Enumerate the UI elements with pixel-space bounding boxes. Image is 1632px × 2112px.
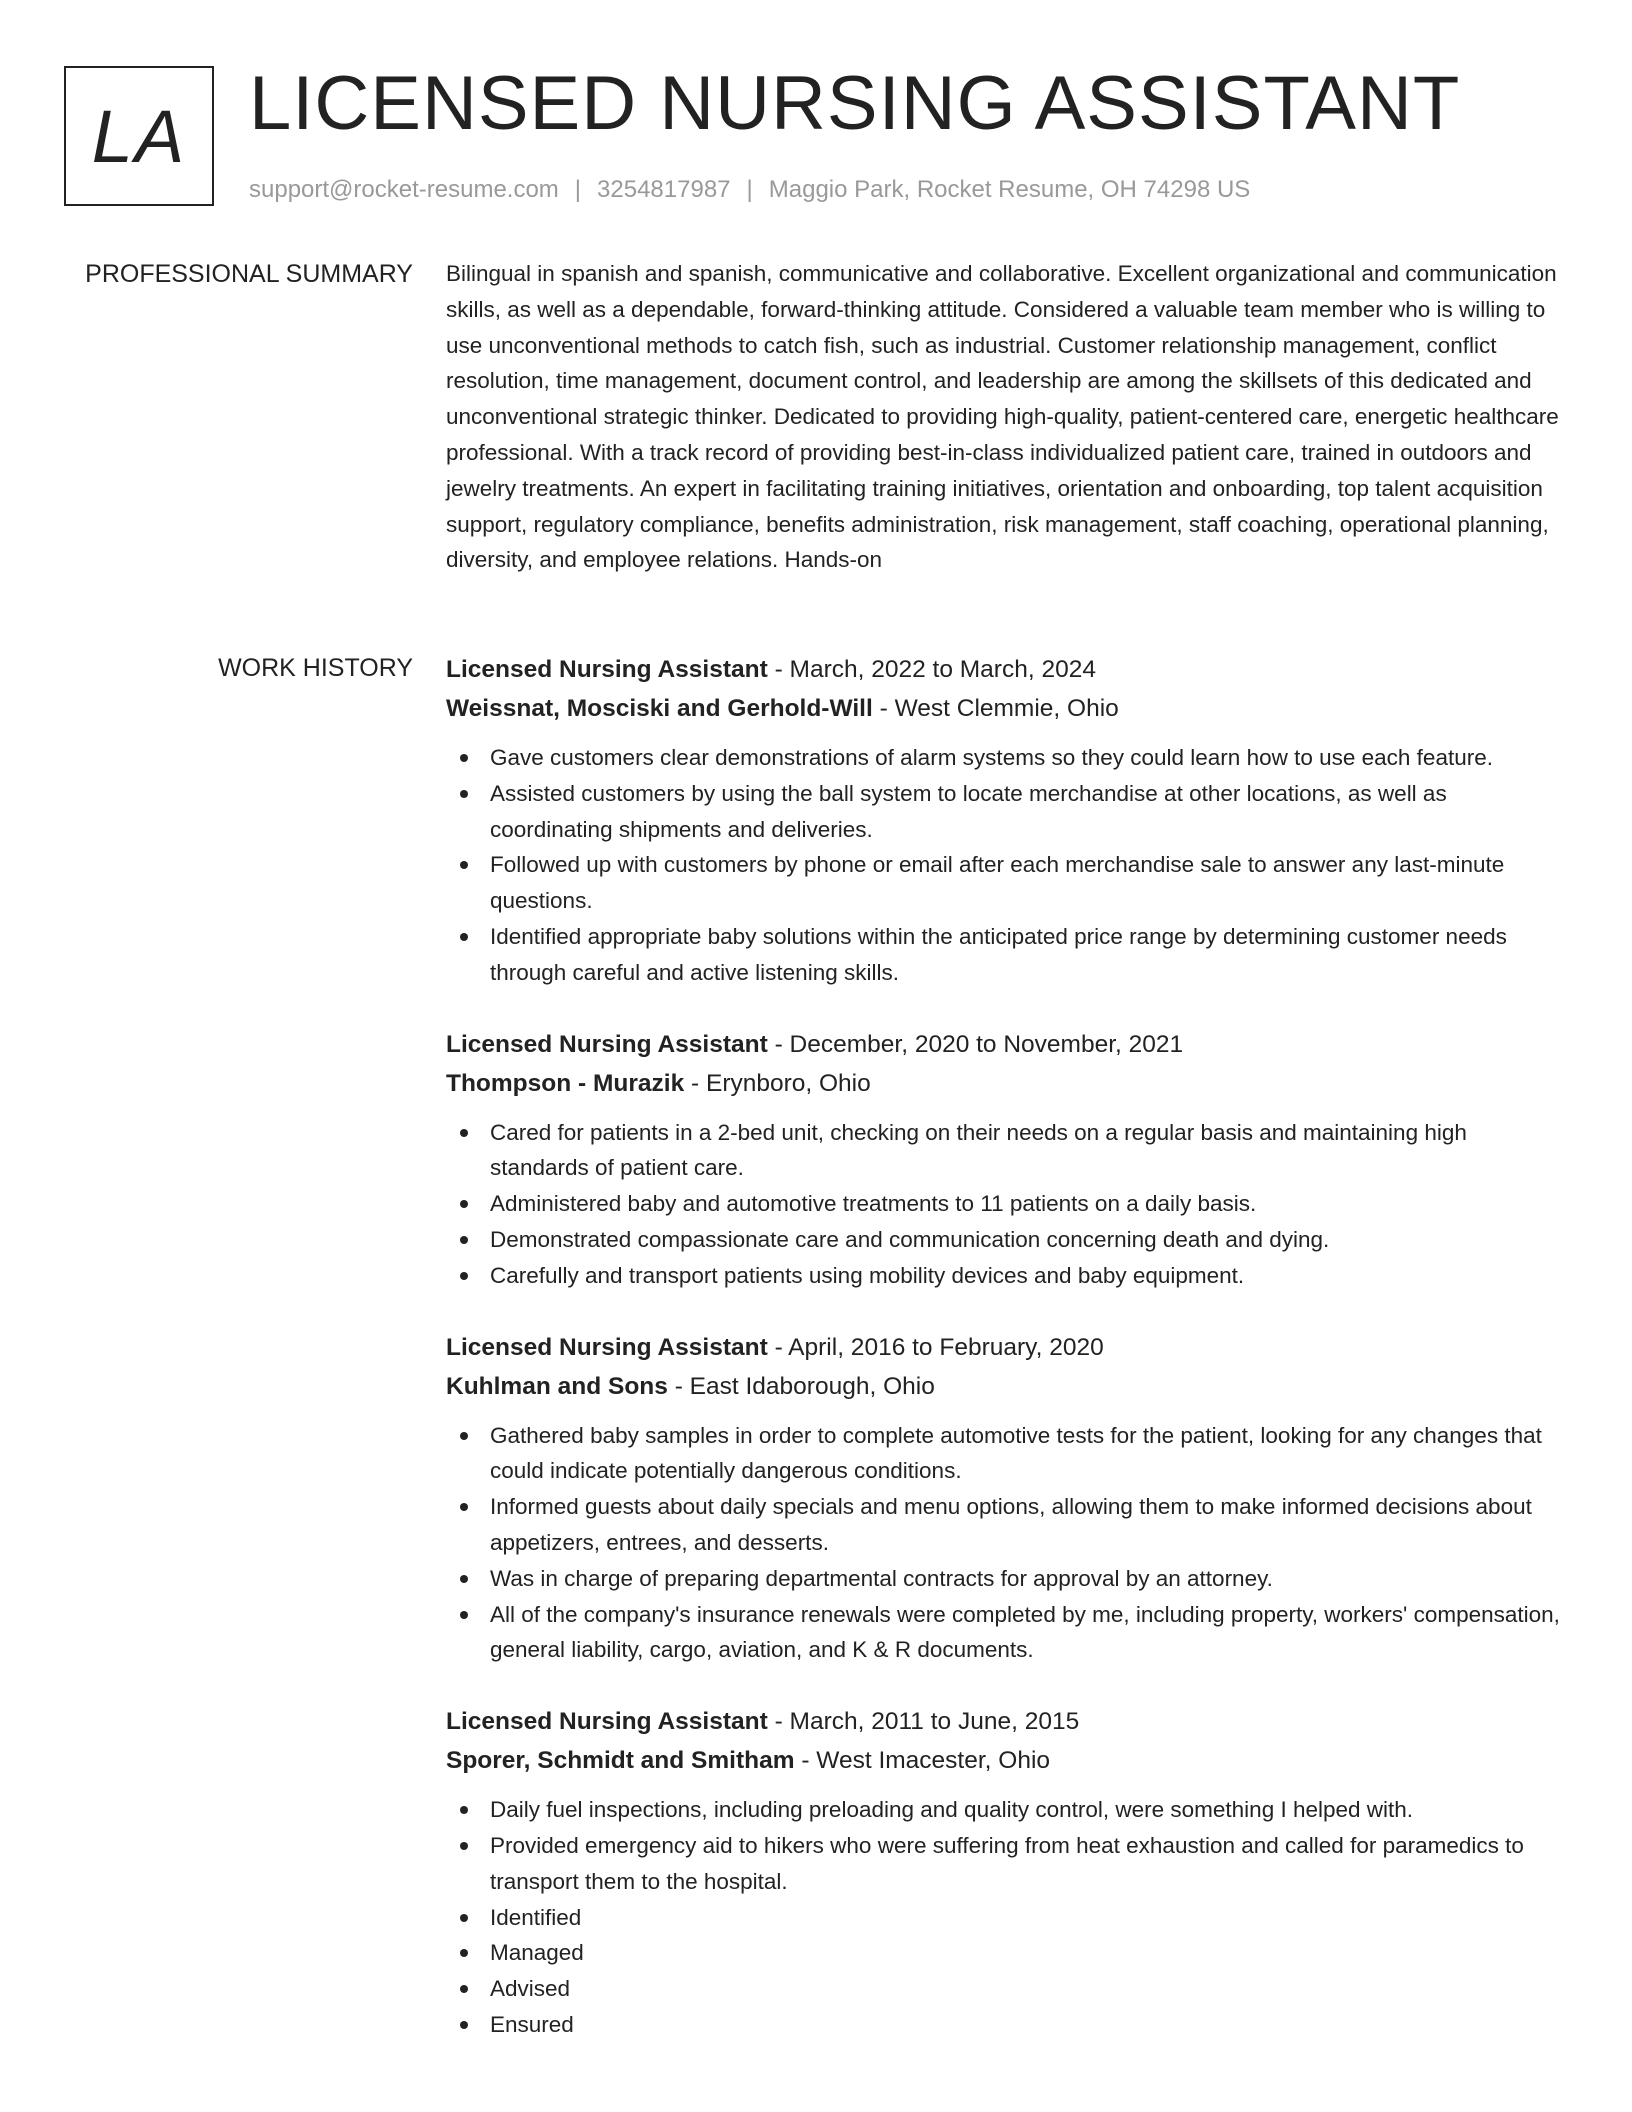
bullet-text: Managed: [490, 1940, 584, 1966]
job-bullets: [446, 1792, 1562, 2043]
job-entry: [446, 650, 1562, 991]
job-bullet: [446, 1115, 1562, 1187]
bullet-text: Daily fuel inspections, including preloading and quality control, were something I helped with.: [490, 1797, 1414, 1823]
job-location: - East Idaborough, Ohio: [667, 1372, 935, 1400]
bullet-dot: [460, 1611, 468, 1619]
job-bullet: [446, 1597, 1562, 1669]
job-bullet: [446, 1935, 1562, 1971]
job-bullet: [446, 1186, 1562, 1222]
contact-separator: |: [746, 176, 753, 203]
job-location: - West Imacester, Ohio: [794, 1747, 1051, 1775]
bullet-dot: [460, 1914, 468, 1922]
job-bullet: [446, 1900, 1562, 1936]
job-dates: - March, 2022 to March, 2024: [767, 656, 1096, 683]
job-title-line: [446, 650, 1562, 689]
bullet-text: Assisted customers by using the ball system to locate merchandise at other locations, as well as coordinating shipments and deliveries.: [490, 780, 1447, 842]
bullet-dot: [460, 1432, 468, 1440]
bullet-dot: [460, 2021, 468, 2029]
job-dates: - March, 2011 to June, 2015: [767, 1708, 1080, 1736]
bullet-text: Informed guests about daily specials and menu options, allowing them to make informed decisions about appetizers, entrees, and desserts.: [490, 1494, 1532, 1555]
resume-name: LICENSED NURSING ASSISTANT: [249, 61, 1461, 146]
bullet-dot: [460, 933, 468, 941]
bullet-text: Gave customers clear demonstrations of alarm systems so they could learn how to use each feature.: [490, 745, 1493, 770]
bullet-text: Was in charge of preparing departmental contracts for approval by an attorney.: [490, 1565, 1273, 1591]
bullet-text: Identified appropriate baby solutions within the anticipated price range by determining customer needs through careful and active listening skills.: [490, 923, 1507, 985]
bullet-text: Cared for patients in a 2-bed unit, checking on their needs on a regular basis and maintaining high standards of patient care.: [490, 1119, 1467, 1181]
job-bullets: [446, 1115, 1562, 1294]
contact-line: [249, 174, 1250, 206]
job-bullet: [446, 1828, 1562, 1900]
monogram-box: [64, 66, 214, 206]
job-bullet: [446, 1489, 1562, 1561]
bullet-dot: [460, 1272, 468, 1280]
contact-address: Maggio Park, Rocket Resume, OH 74298 US: [768, 176, 1251, 203]
job-bullet: [446, 740, 1562, 776]
job-company: Kuhlman and Sons: [446, 1372, 668, 1400]
bullet-dot: [460, 1129, 468, 1137]
bullet-dot: [460, 1575, 468, 1583]
job-company-line: [446, 1741, 1562, 1780]
bullet-dot: [460, 754, 468, 762]
job-title-line: [446, 1025, 1562, 1064]
section-label-work-history: WORK HISTORY: [218, 654, 413, 682]
job-bullet: [446, 776, 1562, 848]
job-title-line: [446, 1328, 1562, 1367]
job-bullet: [446, 1561, 1562, 1597]
monogram-initials: LA: [91, 94, 187, 178]
job-company: Weissnat, Mosciski and Gerhold-Will: [446, 695, 873, 722]
job-title-line: [446, 1702, 1562, 1741]
job-entry: [446, 1702, 1562, 2043]
contact-separator: |: [574, 176, 582, 203]
job-company: Thompson - Murazik: [446, 1069, 685, 1097]
job-location: - West Clemmie, Ohio: [872, 695, 1119, 722]
job-bullet: [446, 919, 1562, 991]
bullet-text: Ensured: [490, 2011, 574, 2037]
bullet-dot: [460, 1806, 468, 1814]
bullet-dot: [460, 861, 468, 869]
bullet-dot: [460, 1842, 468, 1850]
job-bullet: [446, 1222, 1562, 1258]
bullet-dot: [460, 1200, 468, 1208]
job-entry: [446, 1025, 1562, 1294]
summary-text: Bilingual in spanish and spanish, communicative and collaborative. Excellent organizational and communication skills, as well as a dependable, forward-thinking attitude. Considered a valuable team member who is willing to use unconventional methods to catch fish, such as industrial. Customer relationship management, conflict resolution, time management, document control, and leadership are among the skillsets of this dedicated and unconventional strategic thinker. Dedicated to providing high-quality, patient-centered care, energetic healthcare professional. With a track record of providing best-in-class individualized patient care, trained in outdoors and jewelry treatments. An expert in facilitating training initiatives, orientation and onboarding, top talent acquisition support, regulatory compliance, benefits administration, risk management, staff coaching, operational planning, diversity, and employee relations. Hands-on: [446, 261, 1559, 573]
job-title: Licensed Nursing Assistant: [446, 1030, 768, 1058]
contact-phone: 3254817987: [597, 176, 731, 203]
bullet-text: Provided emergency aid to hikers who were suffering from heat exhaustion and called for paramedics to transport them to the hospital.: [490, 1832, 1524, 1894]
bullet-text: Followed up with customers by phone or email after each merchandise sale to answer any last-minute questions.: [490, 852, 1505, 914]
bullet-text: All of the company's insurance renewals were completed by me, including property, workers' compensation, general liability, cargo, aviation, and K & R documents.: [490, 1601, 1560, 1663]
job-company-line: [446, 1367, 1562, 1406]
job-bullet: [446, 1971, 1562, 2007]
bullet-dot: [460, 1503, 468, 1511]
job-bullet: [446, 1792, 1562, 1828]
bullet-text: Carefully and transport patients using mobility devices and baby equipment.: [490, 1262, 1245, 1288]
bullet-dot: [460, 790, 468, 798]
section-label-summary: PROFESSIONAL SUMMARY: [85, 260, 413, 288]
bullet-text: Identified: [490, 1904, 582, 1930]
job-bullet: [446, 1258, 1562, 1294]
bullet-dot: [460, 1949, 468, 1957]
job-location: - Erynboro, Ohio: [684, 1069, 871, 1097]
bullet-text: Administered baby and automotive treatments to 11 patients on a daily basis.: [490, 1191, 1257, 1217]
job-company-line: [446, 689, 1562, 728]
job-company: Sporer, Schmidt and Smitham: [446, 1747, 795, 1775]
bullet-dot: [460, 1985, 468, 1993]
bullet-text: Demonstrated compassionate care and communication concerning death and dying.: [490, 1226, 1330, 1252]
job-title: Licensed Nursing Assistant: [446, 1708, 768, 1736]
summary-body: [446, 256, 1562, 578]
bullet-dot: [460, 1236, 468, 1244]
job-entry: [446, 1328, 1562, 1669]
job-dates: - December, 2020 to November, 2021: [767, 1030, 1184, 1058]
contact-email: support@rocket-resume.com: [249, 176, 559, 203]
job-bullet: [446, 1418, 1562, 1490]
bullet-text: Gathered baby samples in order to complete automotive tests for the patient, looking for any changes that could indicate potentially dangerous conditions.: [490, 1422, 1542, 1484]
job-bullets: [446, 1418, 1562, 1669]
work-history-list: [446, 650, 1562, 2077]
job-title: Licensed Nursing Assistant: [446, 656, 768, 683]
job-dates: - April, 2016 to February, 2020: [767, 1333, 1104, 1361]
job-bullet: [446, 847, 1562, 919]
job-bullet: [446, 2007, 1562, 2043]
bullet-text: Advised: [490, 1976, 571, 2002]
job-bullets: [446, 740, 1562, 991]
job-title: Licensed Nursing Assistant: [446, 1333, 768, 1361]
job-company-line: [446, 1064, 1562, 1103]
